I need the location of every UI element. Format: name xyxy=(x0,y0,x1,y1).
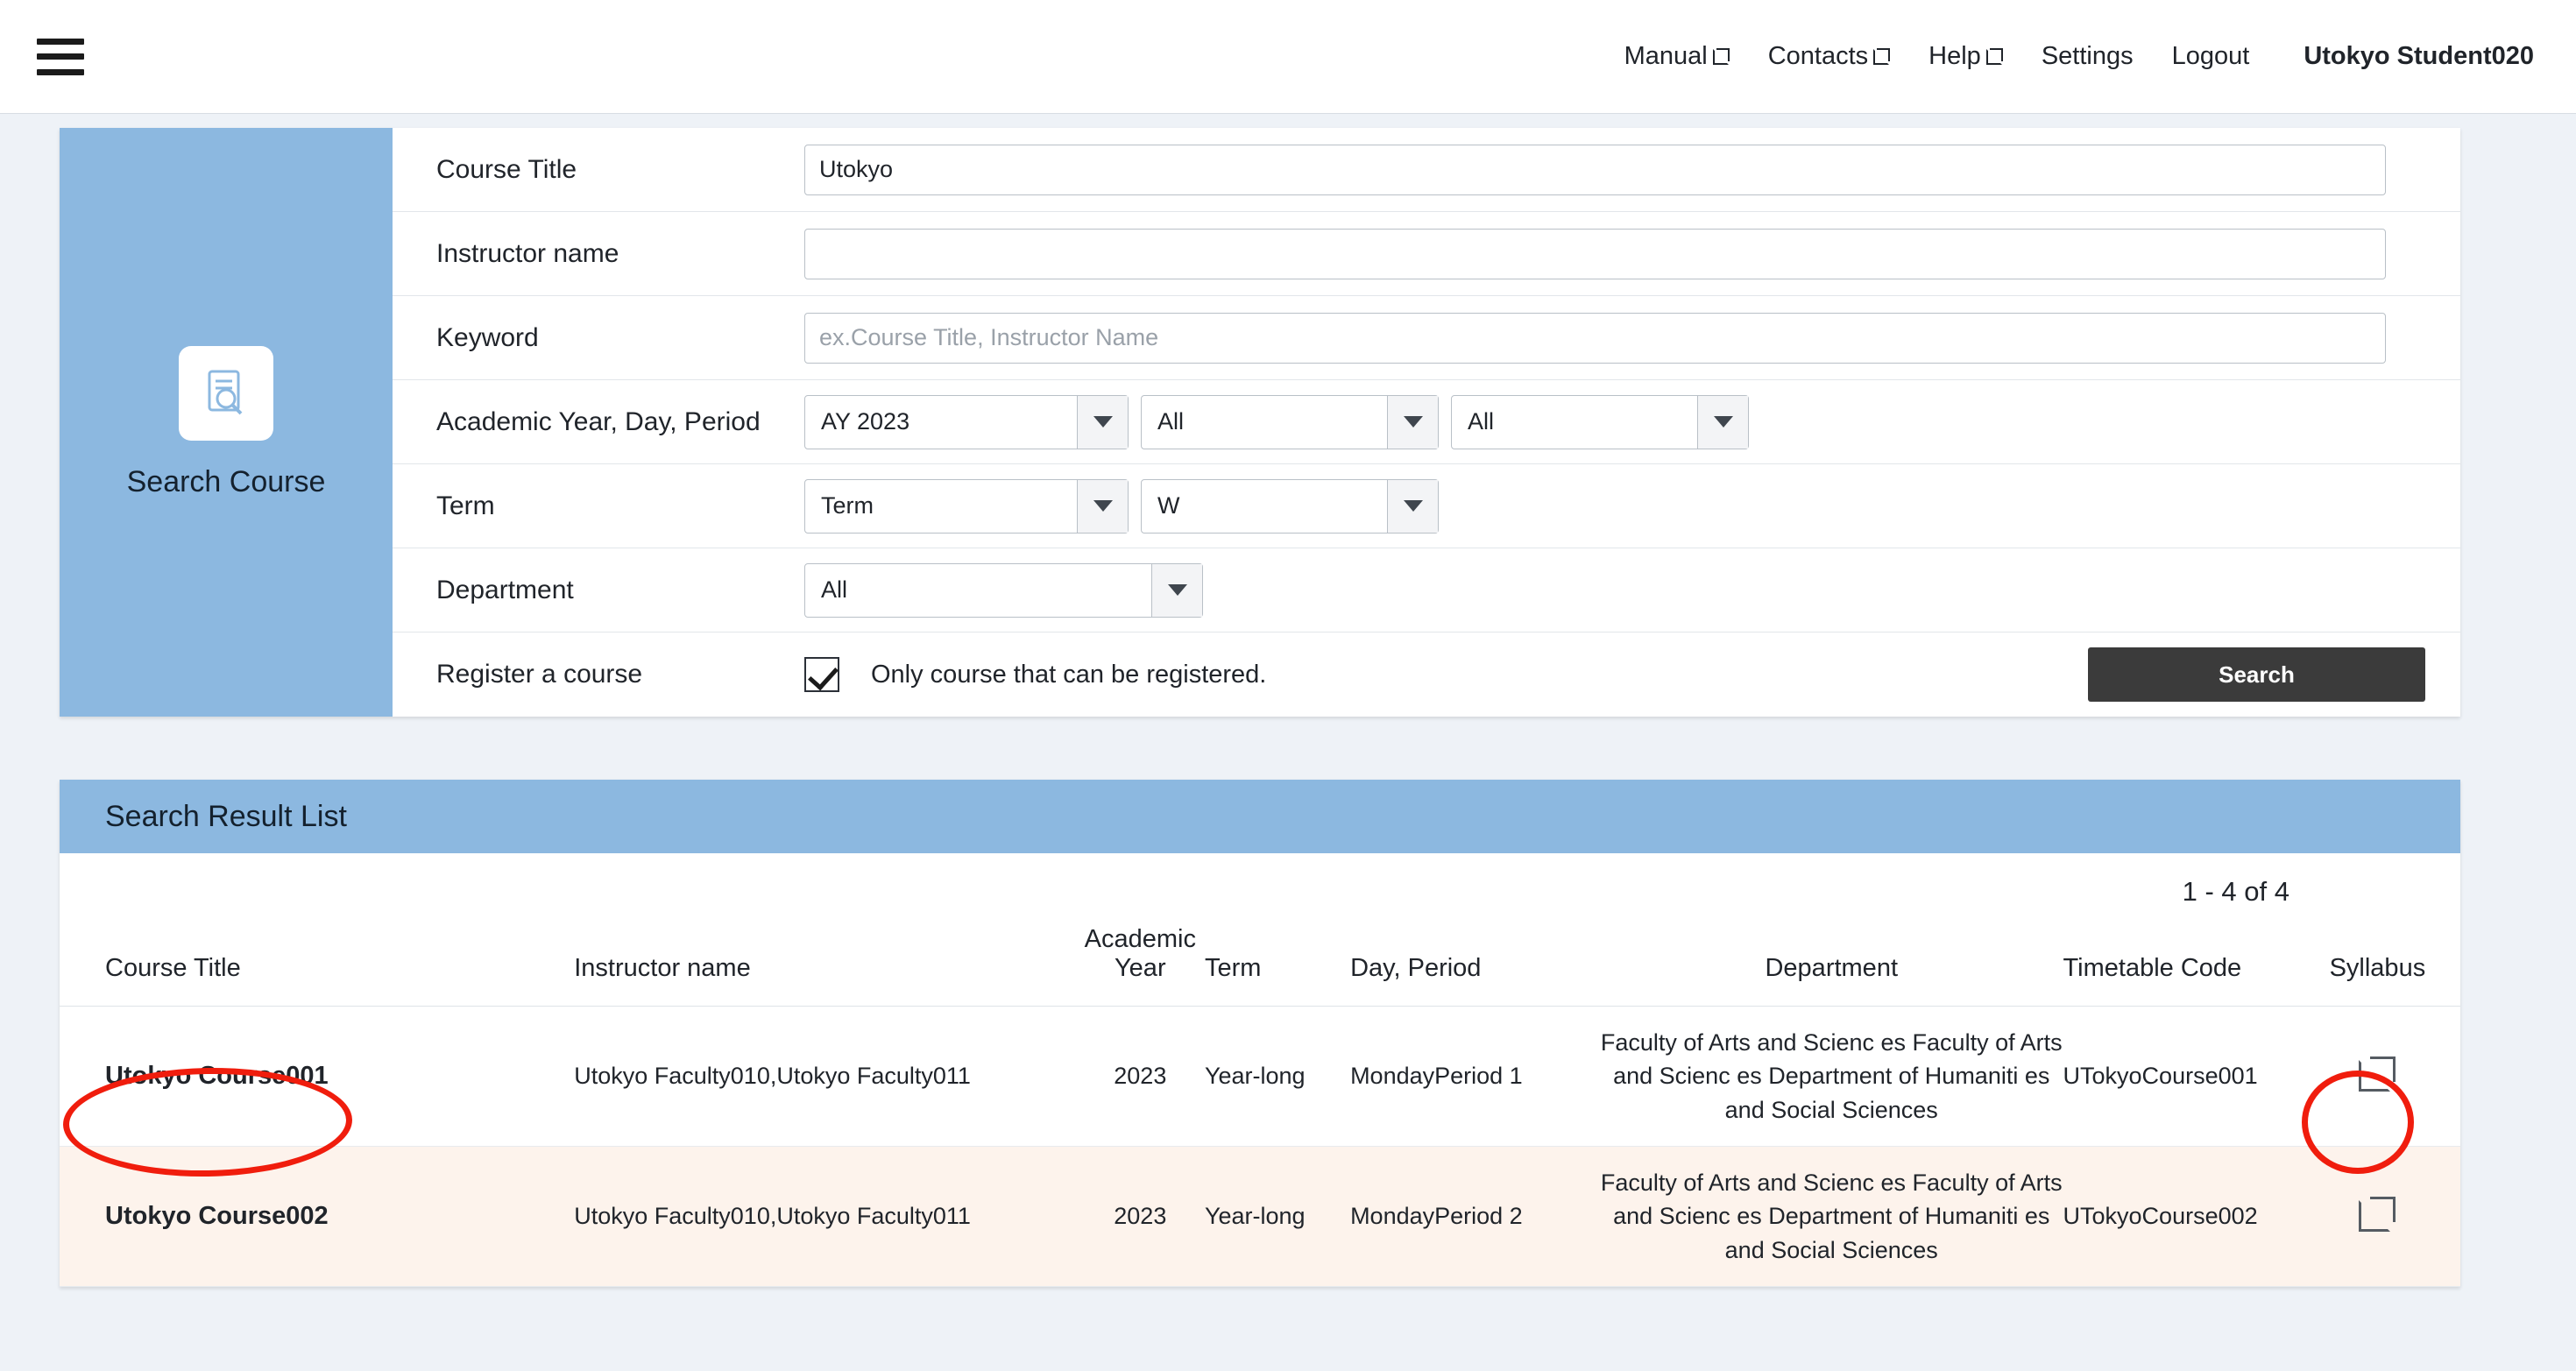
chevron-down-icon xyxy=(1077,480,1128,533)
column-header-syllabus[interactable]: Syllabus xyxy=(2295,916,2460,1007)
search-course-title: Search Course xyxy=(126,464,326,498)
chevron-down-icon xyxy=(1387,480,1438,533)
document-search-icon xyxy=(179,346,273,441)
nav-link-contacts[interactable] xyxy=(1768,42,1890,71)
academic-year-day-period-label: Academic Year, Day, Period xyxy=(436,406,761,436)
term-label: Term xyxy=(436,491,495,520)
field-row-academic-year-day-period xyxy=(393,380,2460,464)
external-link-icon xyxy=(1986,48,2003,65)
cell-instructor-name: Utokyo Faculty010,Utokyo Faculty011 xyxy=(574,1007,1075,1147)
nav-link-help-label: Help xyxy=(1928,42,1981,70)
cell-academic-year: 2023 xyxy=(1076,1146,1205,1286)
search-course-panel xyxy=(60,128,2460,717)
term-type-value: Term xyxy=(821,492,874,519)
department-select[interactable] xyxy=(804,563,1203,618)
top-navigation-bar xyxy=(0,0,2576,114)
external-link-icon xyxy=(1713,48,1730,65)
cell-day-period: MondayPeriod 2 xyxy=(1350,1146,1600,1286)
search-button[interactable]: Search xyxy=(2088,647,2425,702)
search-result-heading: Search Result List xyxy=(60,780,2460,853)
instructor-name-label: Instructor name xyxy=(436,238,619,268)
nav-link-help[interactable] xyxy=(1928,42,2003,71)
search-result-table xyxy=(60,916,2460,1287)
nav-link-logout[interactable]: Logout xyxy=(2171,42,2250,70)
search-result-panel xyxy=(60,780,2460,1287)
cell-term: Year-long xyxy=(1205,1007,1350,1147)
cell-syllabus[interactable] xyxy=(2295,1146,2460,1286)
hamburger-bar-1 xyxy=(37,39,84,45)
only-registerable-checkbox[interactable] xyxy=(804,657,839,692)
chevron-down-icon xyxy=(1151,564,1202,617)
period-value: All xyxy=(1468,408,1495,435)
column-header-course-title[interactable]: Course Title xyxy=(60,916,574,1007)
cell-timetable-code: UTokyoCourse002 xyxy=(2063,1146,2295,1286)
table-row[interactable] xyxy=(60,1007,2460,1147)
table-row[interactable] xyxy=(60,1146,2460,1286)
hamburger-menu-icon[interactable] xyxy=(37,39,84,75)
search-form xyxy=(393,128,2460,717)
day-select[interactable] xyxy=(1141,395,1439,449)
period-select[interactable] xyxy=(1451,395,1749,449)
field-row-term xyxy=(393,464,2460,548)
term-select[interactable] xyxy=(1141,479,1439,534)
instructor-name-input[interactable] xyxy=(804,229,2386,279)
cell-timetable-code: UTokyoCourse001 xyxy=(2063,1007,2295,1147)
cell-department: Faculty of Arts and Scienc es Faculty of Arts and Scienc es Department of Humaniti es and Social Sciences xyxy=(1600,1007,2063,1147)
field-row-instructor-name xyxy=(393,212,2460,296)
cell-term: Year-long xyxy=(1205,1146,1350,1286)
chevron-down-icon xyxy=(1077,396,1128,449)
search-course-sidebar xyxy=(60,128,393,717)
column-header-term[interactable]: Term xyxy=(1205,916,1350,1007)
column-header-day-period[interactable]: Day, Period xyxy=(1350,916,1600,1007)
academic-year-value: AY 2023 xyxy=(821,408,910,435)
column-header-academic-year[interactable]: Academic Year xyxy=(1076,916,1205,1007)
nav-link-manual[interactable] xyxy=(1624,42,1730,71)
only-registerable-label: Only course that can be registered. xyxy=(871,660,1267,689)
external-link-icon xyxy=(1873,48,1890,65)
department-label: Department xyxy=(436,575,574,604)
nav-link-contacts-label: Contacts xyxy=(1767,42,1869,70)
cell-academic-year: 2023 xyxy=(1076,1007,1205,1147)
external-link-icon[interactable] xyxy=(2359,1055,2396,1092)
table-header-row xyxy=(60,916,2460,1007)
course-title-input[interactable] xyxy=(804,145,2386,195)
keyword-label: Keyword xyxy=(436,322,539,352)
column-header-instructor-name[interactable]: Instructor name xyxy=(574,916,1075,1007)
chevron-down-icon xyxy=(1697,396,1748,449)
term-value: W xyxy=(1157,492,1180,519)
field-row-department xyxy=(393,548,2460,632)
cell-course-title[interactable]: Utokyo Course002 xyxy=(60,1146,574,1286)
hamburger-bar-3 xyxy=(37,69,84,75)
top-nav-links xyxy=(1624,42,2534,71)
field-row-course-title xyxy=(393,128,2460,212)
register-course-label: Register a course xyxy=(436,660,643,689)
nav-link-manual-label: Manual xyxy=(1624,42,1708,70)
result-count-label: 1 - 4 of 4 xyxy=(2182,876,2289,907)
cell-department: Faculty of Arts and Scienc es Faculty of Arts and Scienc es Department of Humaniti es and Social Sciences xyxy=(1600,1146,2063,1286)
cell-syllabus[interactable] xyxy=(2295,1007,2460,1147)
chevron-down-icon xyxy=(1387,396,1438,449)
nav-link-settings[interactable]: Settings xyxy=(2041,42,2134,70)
field-row-register-course xyxy=(393,632,2460,717)
academic-year-select[interactable] xyxy=(804,395,1129,449)
external-link-icon[interactable] xyxy=(2359,1195,2396,1232)
cell-day-period: MondayPeriod 1 xyxy=(1350,1007,1600,1147)
user-name-label: Utokyo Student020 xyxy=(2304,42,2534,70)
column-header-timetable-code[interactable]: Timetable Code xyxy=(2063,916,2295,1007)
field-row-keyword xyxy=(393,296,2460,380)
cell-course-title[interactable]: Utokyo Course001 xyxy=(60,1007,574,1147)
cell-instructor-name: Utokyo Faculty010,Utokyo Faculty011 xyxy=(574,1146,1075,1286)
term-type-select[interactable] xyxy=(804,479,1129,534)
department-value: All xyxy=(821,576,848,603)
column-header-department[interactable]: Department xyxy=(1600,916,2063,1007)
day-value: All xyxy=(1157,408,1185,435)
course-title-label: Course Title xyxy=(436,154,577,184)
hamburger-bar-2 xyxy=(37,53,84,60)
keyword-input[interactable] xyxy=(804,313,2386,364)
